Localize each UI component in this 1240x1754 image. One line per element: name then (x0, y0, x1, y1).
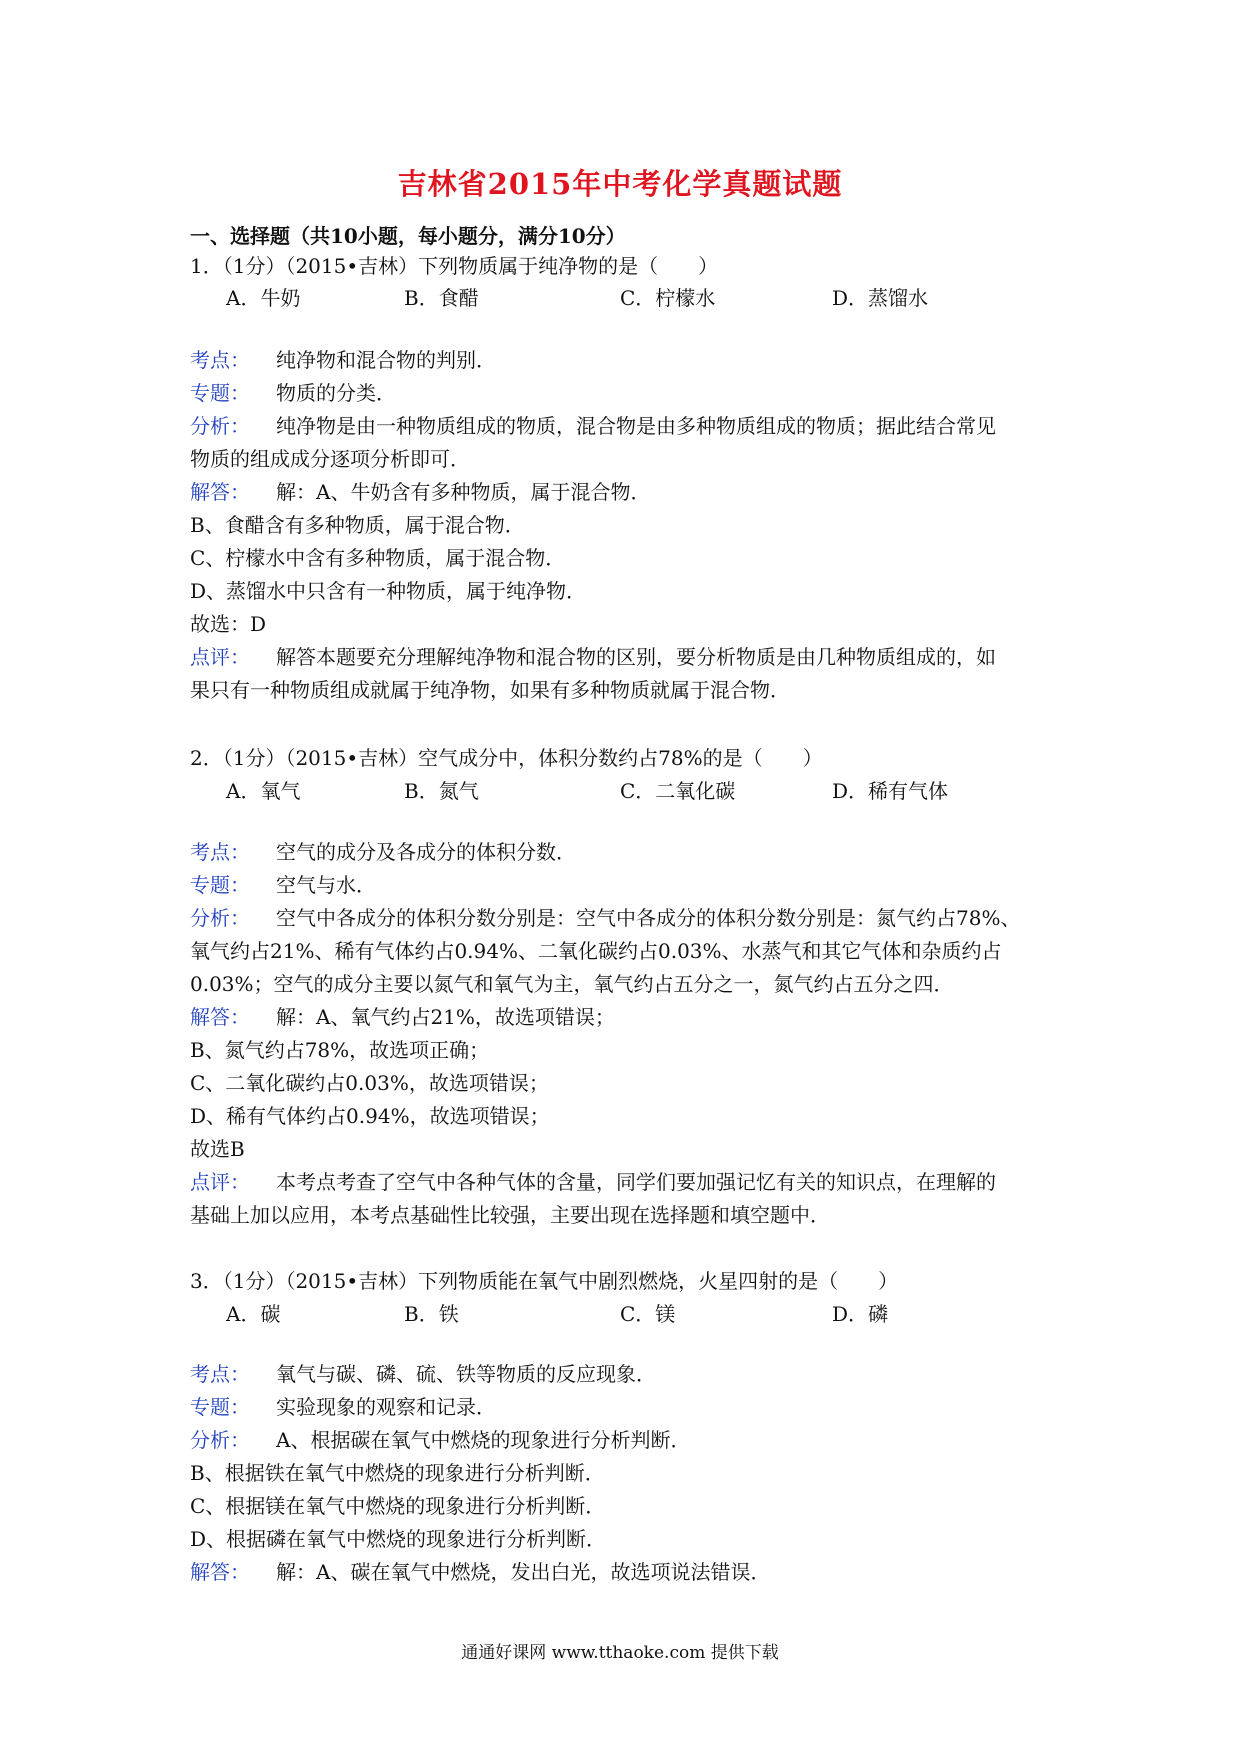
q1-zhuanti-text: 物质的分类． (276, 381, 396, 405)
q3-fenxi (190, 1428, 1060, 1452)
q1-jieda-text-3: C、柠檬水中含有多种物质，属于混合物． (190, 546, 566, 570)
q2-jieda-text-2: B、氮气约占78%，故选项正确； (190, 1038, 490, 1062)
q1-fenxi-text-1: 纯净物是由一种物质组成的物质，混合物是由多种物质组成的物质；据此结合常见 (276, 414, 996, 438)
fenxi-label: 分析： (190, 414, 250, 438)
zhuanti-label: 专题： (190, 381, 250, 405)
q1-option-a: A．牛奶 (226, 286, 301, 310)
q2-option-d: D．稀有气体 (832, 779, 949, 803)
q2-kaodian-text: 空气的成分及各成分的体积分数． (276, 840, 576, 864)
q2-fenxi (190, 906, 1060, 930)
question-3-stem: 3．（1分）（2015•吉林）下列物质能在氧气中剧烈燃烧，火星四射的是（ ） (190, 1269, 899, 1293)
q2-option-c: C．二氧化碳 (620, 779, 736, 803)
q2-option-a: A．氧气 (226, 779, 301, 803)
q2-dianping (190, 1170, 1060, 1194)
fenxi-label: 分析： (190, 1428, 250, 1452)
q1-fenxi-text-2: 物质的组成成分逐项分析即可． (190, 447, 470, 471)
dianping-label: 点评： (190, 1170, 250, 1194)
q1-answer: 故选：D (190, 612, 267, 636)
q1-jieda-text-1: 解：A、牛奶含有多种物质，属于混合物． (276, 480, 651, 504)
q3-kaodian (190, 1362, 1060, 1386)
kaodian-label: 考点： (190, 348, 250, 372)
q3-option-a: A．碳 (226, 1302, 281, 1326)
q2-zhuanti-text: 空气与水． (276, 873, 376, 897)
q3-zhuanti-text: 实验现象的观察和记录． (276, 1395, 496, 1419)
q3-option-c: C．镁 (620, 1302, 676, 1326)
page-footer: 通通好课网 www.tthaoke.com 提供下载 (461, 1643, 779, 1663)
q2-fenxi-text-3: 0.03%；空气的成分主要以氮气和氧气为主，氧气约占五分之一，氮气约占五分之四． (190, 972, 954, 996)
q2-jieda (190, 1005, 1060, 1029)
q1-dianping-text-2: 果只有一种物质组成就属于纯净物，如果有多种物质就属于混合物． (190, 678, 790, 702)
jieda-label: 解答： (190, 1560, 250, 1584)
q2-fenxi-text-1: 空气中各成分的体积分数分别是：空气中各成分的体积分数分别是：氮气约占78%、 (276, 906, 1021, 930)
q2-answer: 故选B (190, 1137, 245, 1161)
q2-dianping-text-1: 本考点考查了空气中各种气体的含量，同学们要加强记忆有关的知识点，在理解的 (276, 1170, 996, 1194)
q3-fenxi-text-4: D、根据磷在氧气中燃烧的现象进行分析判断． (190, 1527, 607, 1551)
q2-dianping-text-2: 基础上加以应用，本考点基础性比较强，主要出现在选择题和填空题中． (190, 1203, 830, 1227)
q1-kaodian-text: 纯净物和混合物的判别． (276, 348, 496, 372)
zhuanti-label: 专题： (190, 873, 250, 897)
q1-jieda-text-4: D、蒸馏水中只含有一种物质，属于纯净物． (190, 579, 587, 603)
question-2-stem: 2．（1分）（2015•吉林）空气成分中，体积分数约占78%的是（ ） (190, 746, 823, 770)
q2-fenxi-text-2: 氧气约占21%、稀有气体约占0.94%、二氧化碳约占0.03%、水蒸气和其它气体和杂质约占 (190, 939, 1002, 963)
kaodian-label: 考点： (190, 840, 250, 864)
q3-option-b: B．铁 (404, 1302, 459, 1326)
q1-dianping-text-1: 解答本题要充分理解纯净物和混合物的区别，要分析物质是由几种物质组成的，如 (276, 645, 996, 669)
q1-option-c: C．柠檬水 (620, 286, 716, 310)
q1-kaodian (190, 348, 1060, 372)
q1-jieda-text-2: B、食醋含有多种物质，属于混合物． (190, 513, 525, 537)
question-1-stem: 1．（1分）（2015•吉林）下列物质属于纯净物的是（ ） (190, 254, 719, 278)
q1-dianping (190, 645, 1060, 669)
q2-jieda-text-3: C、二氧化碳约占0.03%，故选项错误； (190, 1071, 549, 1095)
q3-zhuanti (190, 1395, 1060, 1419)
dianping-label: 点评： (190, 645, 250, 669)
q3-fenxi-text-2: B、根据铁在氧气中燃烧的现象进行分析判断． (190, 1461, 605, 1485)
q1-zhuanti (190, 381, 1060, 405)
kaodian-label: 考点： (190, 1362, 250, 1386)
q3-fenxi-text-1: A、根据碳在氧气中燃烧的现象进行分析判断． (276, 1428, 691, 1452)
q3-jieda-text-1: 解：A、碳在氧气中燃烧，发出白光，故选项说法错误． (276, 1560, 771, 1584)
zhuanti-label: 专题： (190, 1395, 250, 1419)
q1-jieda (190, 480, 1060, 504)
q1-fenxi (190, 414, 1060, 438)
q2-jieda-text-4: D、稀有气体约占0.94%，故选项错误； (190, 1104, 550, 1128)
page-title: 吉林省2015年中考化学真题试题 (397, 167, 843, 201)
q2-jieda-text-1: 解：A、氧气约占21%，故选项错误； (276, 1005, 615, 1029)
q3-option-d: D．磷 (832, 1302, 889, 1326)
q3-fenxi-text-3: C、根据镁在氧气中燃烧的现象进行分析判断． (190, 1494, 606, 1518)
q1-option-b: B．食醋 (404, 286, 479, 310)
q3-kaodian-text: 氧气与碳、磷、硫、铁等物质的反应现象． (276, 1362, 656, 1386)
q2-kaodian (190, 840, 1060, 864)
fenxi-label: 分析： (190, 906, 250, 930)
q3-jieda (190, 1560, 1060, 1584)
q2-zhuanti (190, 873, 1060, 897)
section-heading: 一、选择题（共10小题，每小题分，满分10分） (190, 224, 626, 248)
q2-option-b: B．氮气 (404, 779, 479, 803)
q1-option-d: D．蒸馏水 (832, 286, 929, 310)
jieda-label: 解答： (190, 1005, 250, 1029)
jieda-label: 解答： (190, 480, 250, 504)
